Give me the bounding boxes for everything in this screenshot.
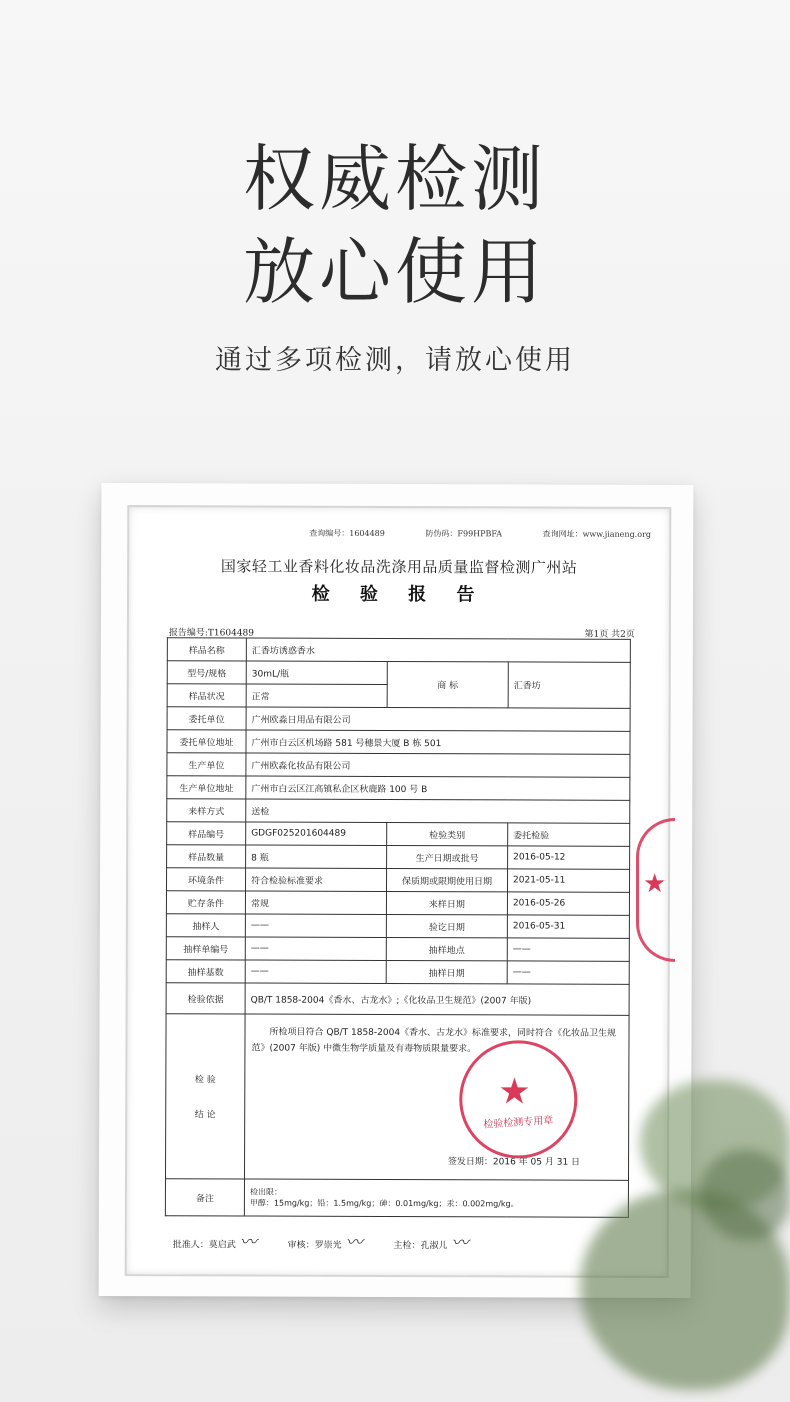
stamp-text: 检验检测专用章 xyxy=(483,1115,554,1131)
table-row xyxy=(167,822,630,847)
sampling-number-value: —— xyxy=(245,937,386,960)
sampling-place-label: 抽样地点 xyxy=(386,937,507,960)
finish-date-label: 验讫日期 xyxy=(386,914,507,937)
sampling-base-label: 抽样基数 xyxy=(166,960,245,983)
client-label: 委托单位 xyxy=(167,707,246,730)
seam-stamp-star-icon: ★ xyxy=(643,869,667,899)
producer-address-value: 广州市白云区江高镇私企区秋鹿路 100 号 B xyxy=(246,776,630,800)
plant-decoration xyxy=(700,1150,790,1240)
table-row xyxy=(166,891,629,916)
query-number: 查询编号：1604489 xyxy=(309,528,385,538)
subtitle: 通过多项检测，请放心使用 xyxy=(215,345,575,376)
table-row xyxy=(166,914,629,939)
inspector xyxy=(393,1233,469,1254)
remark-label: 备注 xyxy=(165,1179,244,1216)
producer-label: 生产单位 xyxy=(167,753,246,776)
client-address-label: 委托单位地址 xyxy=(167,730,246,753)
frame-mat xyxy=(125,505,672,1278)
table-row xyxy=(167,730,630,755)
sampler-label: 抽样人 xyxy=(166,914,245,937)
arrival-date-label: 来样日期 xyxy=(386,891,507,914)
producer-value: 广州欧淼化妆品有限公司 xyxy=(246,753,630,777)
reviewer-label: 审核：罗崇光 xyxy=(287,1240,342,1251)
inspector-label: 主检：孔淑儿 xyxy=(393,1240,448,1252)
picture-frame xyxy=(99,483,694,1298)
sampler-value: —— xyxy=(245,914,386,937)
remark-line-1: 检出限： xyxy=(249,1187,282,1197)
headline-line-2: 放心使用 xyxy=(242,230,547,314)
conclusion-label-line-2: 结 论 xyxy=(194,1110,216,1121)
conclusion-label xyxy=(165,1014,245,1179)
environment-label: 环境条件 xyxy=(166,868,245,891)
sample-name-label: 样品名称 xyxy=(167,638,246,661)
test-type-label: 检验类别 xyxy=(387,822,508,845)
environment-value: 符合检验标准要求 xyxy=(245,868,386,891)
quantity-value: 8 瓶 xyxy=(246,845,387,868)
table-row xyxy=(167,776,630,801)
sample-number-label: 样品编号 xyxy=(167,822,246,845)
trademark-value: 汇香坊 xyxy=(508,662,630,708)
anti-fake-code: 防伪码：F99HPBFA xyxy=(425,529,503,539)
model-label: 型号/规格 xyxy=(167,661,246,684)
sampling-base-value: —— xyxy=(245,960,386,983)
sample-number-value: GDGF025201604489 xyxy=(246,822,387,845)
status-label: 样品状况 xyxy=(167,684,246,707)
table-row xyxy=(166,868,629,893)
model-value: 30mL/瓶 xyxy=(246,661,387,684)
finish-date-value: 2016-05-31 xyxy=(507,915,629,938)
sampling-date-value: —— xyxy=(507,961,629,984)
approver-label: 批准人：莫启武 xyxy=(172,1240,236,1251)
trademark-label: 商 标 xyxy=(387,661,508,707)
sampling-place-value: —— xyxy=(507,938,629,961)
signatures xyxy=(173,1227,643,1254)
official-stamp xyxy=(459,1040,577,1158)
page-info: 第1页 共2页 xyxy=(584,629,635,640)
delivery-value: 送检 xyxy=(246,799,630,823)
client-value: 广州欧淼日用品有限公司 xyxy=(246,707,630,731)
delivery-label: 来样方式 xyxy=(167,799,246,822)
basis-label: 检验依据 xyxy=(166,983,245,1014)
stamp-star-icon: ★ xyxy=(498,1071,531,1113)
approver-signature: 〰 xyxy=(239,1232,257,1253)
table-row xyxy=(167,845,630,870)
status-value: 正常 xyxy=(246,684,387,707)
table-row xyxy=(166,960,629,985)
remark-line-2: 甲醇：15mg/kg；铅：1.5mg/kg；砷：0.01mg/kg；汞：0.002mg/kg。 xyxy=(249,1198,519,1209)
approver xyxy=(172,1232,257,1253)
production-date-label: 生产日期或批号 xyxy=(387,845,508,868)
table-row xyxy=(166,983,629,1016)
sample-name-value: 汇香坊诱惑香水 xyxy=(246,638,630,662)
report-number: 报告编号:T1604489 xyxy=(168,628,255,639)
conclusion-label-line-1: 检 验 xyxy=(194,1075,216,1086)
basis-value: QB/T 1858-2004《香水、古龙水》;《化妆品卫生规范》(2007 年版) xyxy=(245,983,629,1015)
table-row xyxy=(166,937,629,962)
table-row xyxy=(167,753,630,778)
remark-cell xyxy=(244,1179,628,1217)
test-type-value: 委托检验 xyxy=(508,823,630,846)
table-row xyxy=(167,707,630,732)
issue-date: 签发日期：2016 年 05 月 31 日 xyxy=(447,1157,581,1168)
table-row xyxy=(167,799,630,824)
storage-label: 贮存条件 xyxy=(166,891,245,914)
expiry-label: 保质期或限期使用日期 xyxy=(386,868,507,891)
table-row xyxy=(167,638,630,663)
report-top-info xyxy=(309,528,689,540)
producer-address-label: 生产单位地址 xyxy=(167,776,246,799)
quantity-label: 样品数量 xyxy=(167,845,246,868)
client-address-value: 广州市白云区机场路 581 号穗景大厦 B 栋 501 xyxy=(246,730,630,754)
seam-stamp xyxy=(636,818,675,962)
production-date-value: 2016-05-12 xyxy=(508,846,630,869)
expiry-value: 2021-05-11 xyxy=(507,869,629,892)
arrival-date-value: 2016-05-26 xyxy=(507,892,629,915)
organization-name: 国家轻工业香料化妆品洗涤用品质量监督检测广州站 xyxy=(220,557,578,577)
sampling-date-label: 抽样日期 xyxy=(386,960,507,983)
query-website: 查询网址：www.jianeng.org xyxy=(542,529,652,539)
reviewer-signature: 〰 xyxy=(345,1232,363,1253)
storage-value: 常规 xyxy=(245,891,386,914)
conclusion-text: 所检项目符合 QB/T 1858-2004《香水、古龙水》标准要求，同时符合《化妆品卫生规范》(2007 年版) 中微生物学质量及有毒物质限量要求。 xyxy=(251,1027,617,1055)
report-title: 检 验 报 告 xyxy=(311,583,487,606)
inspector-signature: 〰 xyxy=(451,1233,469,1254)
sampling-number-label: 抽样单编号 xyxy=(166,937,245,960)
reviewer xyxy=(287,1232,363,1253)
table-row xyxy=(167,661,630,686)
inspection-report xyxy=(127,507,670,1276)
headline-line-1: 权威检测 xyxy=(242,137,547,221)
table-row xyxy=(165,1179,628,1218)
